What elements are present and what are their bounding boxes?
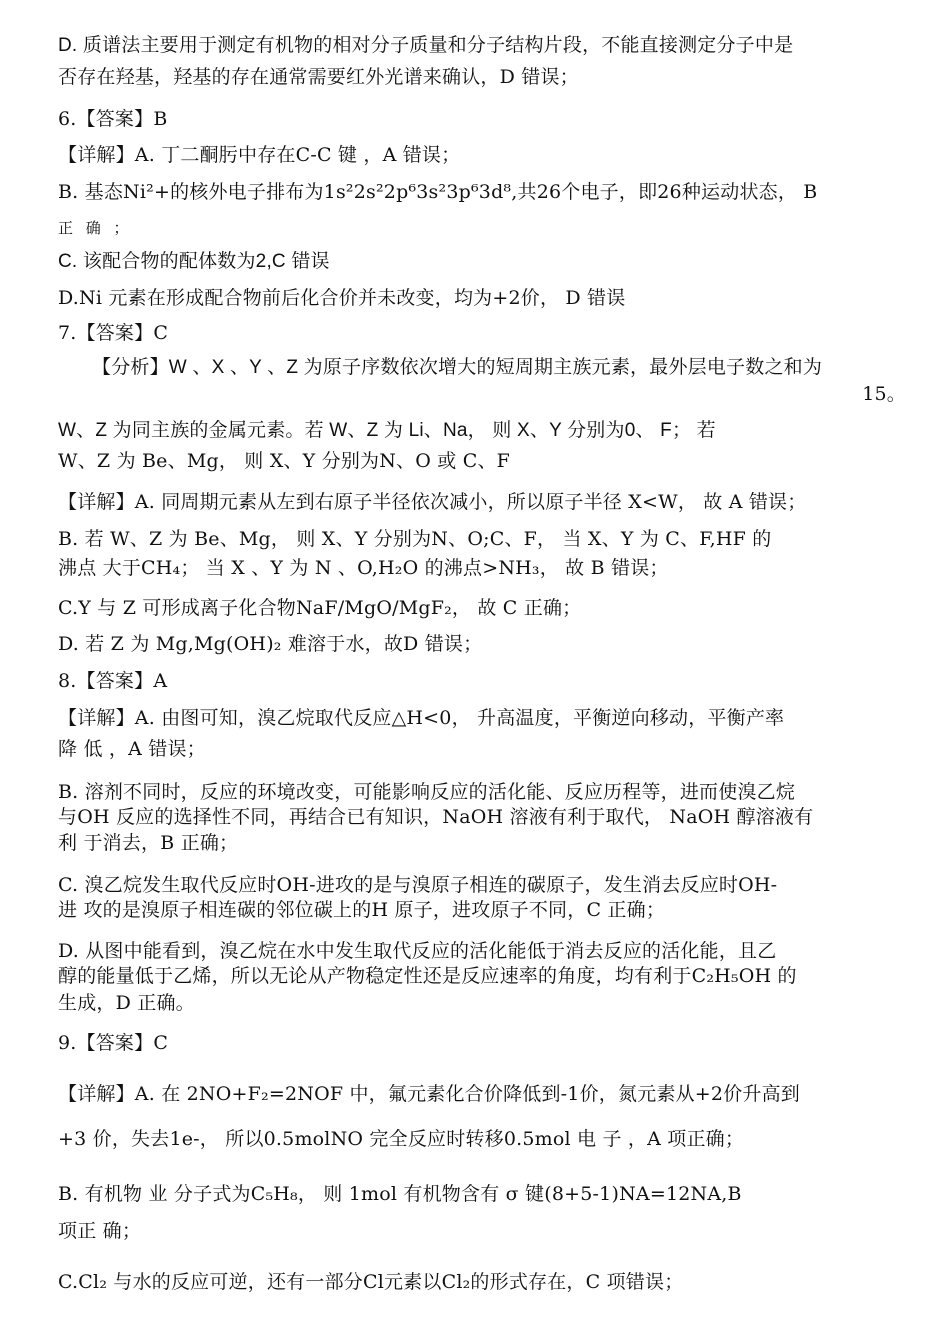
text-line: W、Z 为 Be、Mg， 则 X、Y 分别为N、O 或 C、F bbox=[58, 450, 511, 472]
text-line: 项正 确； bbox=[58, 1220, 142, 1242]
text-line: B. 溶剂不同时，反应的环境改变，可能影响反应的活化能、反应历程等，进而使溴乙烷 bbox=[58, 781, 796, 803]
text-line: B. 有机物 业 分子式为C₅H₈， 则 1mol 有机物含有 σ 键(8+5-1)NA=12NA,B bbox=[58, 1183, 742, 1205]
answer-heading: 7.【答案】C bbox=[58, 322, 169, 344]
text-line: 利 于消去，B 正确； bbox=[58, 832, 239, 854]
text-line: B. 基态Ni²+的核外电子排布为1s²2s²2p⁶3s²3p⁶3d⁸,共26个电子，即26种运动状态， B bbox=[58, 181, 818, 203]
text-line: 生成，D 正确。 bbox=[58, 992, 195, 1014]
text-line: 【详解】A. 由图可知，溴乙烷取代反应△H<0， 升高温度，平衡逆向移动，平衡产率 bbox=[58, 707, 785, 729]
text-line: 【详解】A. 同周期元素从左到右原子半径依次减小，所以原子半径 X<W， 故 A 错误； bbox=[58, 491, 807, 513]
answer-heading: 6.【答案】B bbox=[58, 108, 168, 130]
text-line: C. 溴乙烷发生取代反应时OH-进攻的是与溴原子相连的碳原子，发生消去反应时OH- bbox=[58, 874, 778, 896]
text-line: 否存在羟基，羟基的存在通常需要红外光谱来确认，D 错误； bbox=[58, 66, 579, 88]
text-line: 正 确 ； bbox=[58, 219, 133, 237]
text-line: D. 若 Z 为 Mg,Mg(OH)₂ 难溶于水，故D 错误； bbox=[58, 633, 483, 655]
text-line: C.Y 与 Z 可形成离子化合物NaF/MgO/MgF₂， 故 C 正确； bbox=[58, 597, 582, 619]
text-line: 与OH 反应的选择性不同，再结合已有知识，NaOH 溶液有利于取代， NaOH 醇溶液有 bbox=[58, 806, 814, 828]
text-line: W、Z 为同主族的金属元素。若 W、Z 为 Li、Na， 则 X、Y 分别为0、 F； 若 bbox=[58, 420, 716, 441]
text-line: 【详解】A. 丁二酮肟中存在C-C 键 ，A 错误； bbox=[58, 144, 461, 166]
text-line: 进 攻的是溴原子相连碳的邻位碳上的H 原子，进攻原子不同，C 正确； bbox=[58, 899, 666, 921]
text-line: 【分析】W 、X 、Y 、Z 为原子序数依次增大的短周期主族元素，最外层电子数之和为 bbox=[92, 357, 823, 378]
text-line: B. 若 W、Z 为 Be、Mg， 则 X、Y 分别为N、O;C、F， 当 X、Y 为 C、F,HF 的 bbox=[58, 528, 772, 550]
text-line: 醇的能量低于乙烯，所以无论从产物稳定性还是反应速率的角度，均有利于C₂H₅OH 的 bbox=[58, 965, 797, 987]
text-line: D.Ni 元素在形成配合物前后化合价并未改变，均为+2价， D 错误 bbox=[58, 287, 626, 309]
text-line: 沸点 大于CH₄； 当 X 、Y 为 N 、O,H₂O 的沸点>NH₃， 故 B 错误； bbox=[58, 557, 669, 579]
answer-heading: 8.【答案】A bbox=[58, 670, 168, 692]
text-line: D. 从图中能看到，溴乙烷在水中发生取代反应的活化能低于消去反应的活化能，且乙 bbox=[58, 940, 777, 962]
text-line: +3 价，失去1e-， 所以0.5molNO 完全反应时转移0.5mol 电 子 ，A 项正确； bbox=[58, 1128, 745, 1150]
text-line: 降 低 ，A 错误； bbox=[58, 738, 206, 760]
text-line: 15。 bbox=[862, 383, 906, 405]
text-line: C. 该配合物的配体数为2,C 错误 bbox=[58, 251, 330, 272]
text-line: 【详解】A. 在 2NO+F₂=2NOF 中，氟元素化合价降低到-1价，氮元素从+2价升高到 bbox=[58, 1083, 801, 1105]
text-line: C.Cl₂ 与水的反应可逆，还有一部分Cl元素以Cl₂的形式存在，C 项错误； bbox=[58, 1271, 684, 1293]
text-line: D. 质谱法主要用于测定有机物的相对分子质量和分子结构片段，不能直接测定分子中是 bbox=[58, 35, 794, 56]
answer-heading: 9.【答案】C bbox=[58, 1032, 169, 1054]
